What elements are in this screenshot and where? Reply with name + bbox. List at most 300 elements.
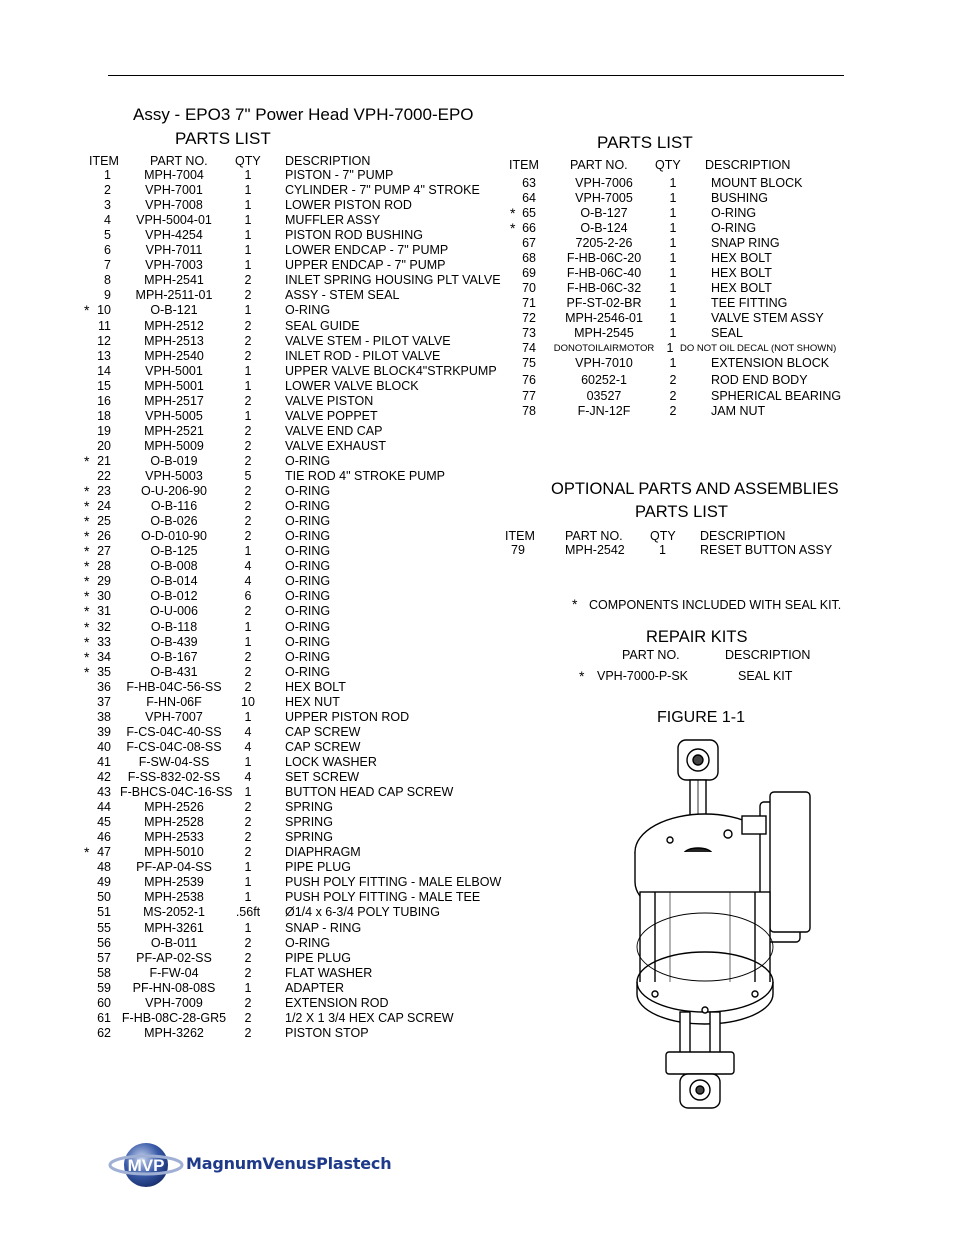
item-number: 48 — [97, 860, 111, 875]
part-number: MPH-2512 — [144, 318, 204, 333]
quantity: .56ft — [235, 905, 261, 920]
logo-wordmark: MagnumVenusPlastech — [186, 1154, 392, 1173]
item-number: 26 — [97, 529, 111, 544]
optional-row-desc: RESET BUTTON ASSY — [700, 543, 833, 557]
part-number: 03527 — [586, 389, 622, 403]
description: SPRING — [285, 830, 333, 845]
part-number: VPH-7008 — [145, 198, 203, 213]
quantity: 2 — [244, 950, 252, 965]
quantity: 2 — [244, 664, 252, 679]
description: BUSHING — [711, 191, 768, 205]
part-number: MPH-3262 — [144, 1025, 204, 1040]
description: PIPE PLUG — [285, 860, 351, 875]
repair-kit-star: * — [579, 668, 585, 684]
part-number: MPH-2538 — [144, 890, 204, 905]
description: SEAL — [711, 326, 743, 340]
item-number: 38 — [97, 709, 111, 724]
quantity: 2 — [244, 679, 252, 694]
description: PISTON ROD BUSHING — [285, 228, 423, 243]
power-head-drawing — [610, 732, 830, 1112]
part-number: O-D-010-90 — [141, 529, 207, 544]
quantity: 1 — [669, 296, 677, 310]
description: HEX BOLT — [711, 266, 772, 280]
item-number: 55 — [97, 920, 111, 935]
description: VALVE END CAP — [285, 423, 383, 438]
part-number: O-B-167 — [150, 649, 198, 664]
description: FLAT WASHER — [285, 965, 373, 980]
description: O-RING — [285, 303, 331, 318]
quantity: 2 — [669, 404, 677, 418]
description: HEX BOLT — [285, 679, 346, 694]
item-number: 66 — [522, 221, 536, 235]
part-number: PF-HN-08-08S — [132, 980, 216, 995]
item-number: 40 — [97, 739, 111, 754]
part-number: O-B-011 — [150, 935, 198, 950]
quantity: 2 — [244, 830, 252, 845]
repair-col-part-header: PART NO. — [622, 648, 680, 662]
item-number: 76 — [522, 373, 536, 387]
item-number: 45 — [97, 815, 111, 830]
left-parts-row — [0, 620, 500, 635]
description: O-RING — [285, 453, 331, 468]
part-number: MPH-2533 — [144, 830, 204, 845]
right-parts-row — [0, 221, 954, 236]
item-number: 43 — [97, 785, 111, 800]
left-parts-row — [0, 514, 500, 529]
quantity: 1 — [244, 875, 252, 890]
quantity: 2 — [244, 995, 252, 1010]
item-number: 5 — [104, 228, 111, 243]
part-number: VPH-7010 — [575, 356, 633, 370]
left-parts-row — [0, 785, 500, 800]
quantity: 2 — [244, 318, 252, 333]
left-parts-row — [0, 725, 500, 740]
part-number: VPH-7007 — [145, 709, 203, 724]
quantity: 1 — [244, 228, 252, 243]
description: CYLINDER - 7" PUMP 4" STROKE — [285, 183, 480, 198]
item-number: 24 — [97, 499, 111, 514]
left-parts-row — [0, 484, 500, 499]
item-number: 3 — [104, 198, 111, 213]
seal-kit-marker: * — [84, 618, 90, 635]
part-number: VPH-7001 — [145, 183, 203, 198]
left-col-desc-header: DESCRIPTION — [285, 154, 371, 168]
optional-row-part: MPH-2542 — [565, 543, 625, 557]
optional-col-item-header: ITEM — [505, 529, 535, 543]
left-parts-row — [0, 905, 500, 920]
part-number: F-BHCS-04C-16-SS — [120, 785, 233, 800]
quantity: 2 — [244, 288, 252, 303]
left-parts-row — [0, 890, 500, 905]
left-parts-row — [0, 650, 500, 665]
right-parts-row — [0, 389, 954, 404]
item-number: 57 — [97, 950, 111, 965]
item-number: 59 — [97, 980, 111, 995]
item-number: 39 — [97, 724, 111, 739]
part-number: DONOTOILAIRMOTOR — [553, 343, 655, 354]
item-number: 22 — [97, 469, 111, 483]
quantity: 2 — [244, 273, 252, 288]
seal-kit-star: * — [572, 596, 578, 612]
item-number: 67 — [522, 236, 536, 250]
left-parts-row — [0, 966, 500, 981]
description: INLET ROD - PILOT VALVE — [285, 348, 441, 363]
description: DIAPHRAGM — [285, 845, 361, 860]
part-number: PF-AP-04-SS — [136, 860, 212, 875]
description: UPPER PISTON ROD — [285, 709, 410, 724]
description: LOCK WASHER — [285, 754, 377, 769]
left-parts-row — [0, 574, 500, 589]
quantity: 1 — [244, 408, 252, 423]
left-parts-row — [0, 1026, 500, 1041]
item-number: 31 — [97, 604, 111, 619]
part-number: F-HB-06C-40 — [566, 266, 642, 280]
description: LOWER PISTON ROD — [285, 198, 412, 213]
seal-kit-marker: * — [84, 588, 90, 605]
part-number: F-CS-04C-40-SS — [126, 724, 222, 739]
quantity: 1 — [244, 378, 252, 393]
left-parts-row — [0, 559, 500, 574]
item-number: 71 — [522, 296, 536, 310]
quantity: 10 — [241, 694, 255, 709]
item-number: 74 — [522, 341, 536, 355]
right-parts-row — [0, 404, 954, 419]
right-parts-row — [0, 251, 954, 266]
quantity: 1 — [669, 206, 677, 220]
right-parts-row — [0, 281, 954, 296]
repair-kit-desc: SEAL KIT — [738, 669, 793, 683]
part-number: PF-AP-02-SS — [136, 950, 212, 965]
item-number: 16 — [97, 393, 111, 408]
quantity: 1 — [669, 311, 677, 325]
left-parts-row — [0, 424, 500, 439]
quantity: 2 — [244, 845, 252, 860]
description: PUSH POLY FITTING - MALE TEE — [285, 890, 481, 905]
description: LOWER VALVE BLOCK — [285, 378, 419, 393]
description: O-RING — [285, 574, 331, 589]
item-number: 68 — [522, 251, 536, 265]
item-number: 23 — [97, 484, 111, 499]
description: ADAPTER — [285, 980, 345, 995]
part-number: F-SS-832-02-SS — [127, 770, 221, 784]
description: MUFFLER ASSY — [285, 213, 381, 228]
item-number: 8 — [104, 273, 111, 288]
quantity: 1 — [244, 634, 252, 649]
part-number: F-FW-04 — [149, 965, 199, 980]
quantity: 2 — [669, 389, 677, 403]
document-title: Assy - EPO3 7" Power Head VPH-7000-EPO — [133, 105, 474, 124]
item-number: 27 — [97, 544, 111, 559]
quantity: 1 — [666, 341, 674, 355]
seal-kit-marker: * — [84, 483, 90, 500]
right-parts-row — [0, 341, 954, 356]
left-col-item-header: ITEM — [89, 154, 119, 168]
description: INLET SPRING HOUSING PLT VALVE — [285, 273, 501, 288]
seal-kit-marker: * — [84, 558, 90, 575]
right-parts-row — [0, 373, 954, 388]
part-number: MPH-2545 — [574, 326, 634, 340]
quantity: 1 — [244, 785, 252, 800]
description: HEX NUT — [285, 694, 340, 709]
description: SPRING — [285, 800, 333, 815]
part-number: O-B-026 — [150, 514, 198, 529]
quantity: 1 — [244, 544, 252, 559]
left-parts-row — [0, 921, 500, 936]
seal-kit-marker: * — [510, 220, 516, 236]
part-number: VPH-5005 — [145, 408, 203, 423]
quantity: 2 — [669, 373, 677, 387]
item-number: 21 — [97, 453, 111, 468]
description: PUSH POLY FITTING - MALE ELBOW — [285, 875, 502, 890]
repair-kit-part: VPH-7000-P-SK — [597, 669, 689, 683]
top-rule — [108, 75, 844, 76]
left-parts-row — [0, 454, 500, 469]
item-number: 33 — [97, 634, 111, 649]
part-number: F-CS-04C-08-SS — [126, 739, 222, 754]
description: VALVE PISTON — [285, 393, 374, 408]
company-logo — [108, 1140, 398, 1190]
seal-kit-marker: * — [84, 844, 90, 861]
quantity: 4 — [244, 574, 252, 589]
description: UPPER VALVE BLOCK4"STRKPUMP — [285, 363, 497, 378]
quantity: 1 — [669, 176, 677, 190]
left-parts-list-heading: PARTS LIST — [175, 129, 271, 148]
description: VALVE POPPET — [285, 408, 378, 423]
description: SNAP - RING — [285, 920, 362, 935]
seal-kit-marker: * — [84, 528, 90, 545]
description: O-RING — [285, 544, 331, 559]
quantity: 1 — [669, 281, 677, 295]
left-parts-row — [0, 529, 500, 544]
item-number: 29 — [97, 574, 111, 589]
quantity: 1 — [244, 754, 252, 769]
item-number: 18 — [97, 408, 111, 423]
optional-row — [0, 543, 954, 558]
optional-parts-list-heading: PARTS LIST — [635, 503, 728, 521]
right-parts-row — [0, 356, 954, 371]
quantity: 2 — [244, 604, 252, 619]
item-number: 61 — [97, 1010, 111, 1025]
optional-col-desc-header: DESCRIPTION — [700, 529, 786, 543]
item-number: 6 — [104, 243, 111, 258]
quantity: 1 — [244, 619, 252, 634]
part-number: VPH-7005 — [575, 191, 633, 205]
part-number: O-B-127 — [580, 206, 628, 220]
left-parts-row — [0, 951, 500, 966]
item-number: 2 — [104, 183, 111, 198]
part-number: O-B-121 — [150, 303, 198, 318]
left-parts-row — [0, 589, 500, 604]
item-number: 41 — [97, 754, 111, 769]
quantity: 1 — [244, 890, 252, 905]
description: SEAL GUIDE — [285, 318, 360, 333]
item-number: 1 — [104, 168, 111, 182]
left-col-qty-header: QTY — [235, 154, 261, 168]
seal-kit-marker: * — [84, 452, 90, 469]
quantity: 2 — [244, 800, 252, 815]
part-number: MPH-2526 — [144, 800, 204, 815]
seal-kit-marker: * — [84, 663, 90, 680]
description: ASSY - STEM SEAL — [285, 288, 400, 303]
item-number: 10 — [97, 303, 111, 318]
description: EXTENSION BLOCK — [711, 356, 830, 370]
description: O-RING — [711, 221, 757, 235]
description: BUTTON HEAD CAP SCREW — [285, 785, 454, 800]
quantity: 2 — [244, 514, 252, 529]
left-parts-row — [0, 1011, 500, 1026]
left-parts-row — [0, 875, 500, 890]
part-number: O-B-012 — [150, 589, 198, 604]
item-number: 30 — [97, 589, 111, 604]
quantity: 1 — [244, 860, 252, 875]
item-number: 15 — [97, 378, 111, 393]
quantity: 1 — [244, 303, 252, 318]
part-number: VPH-5003 — [145, 469, 203, 483]
part-number: O-B-431 — [150, 664, 198, 679]
left-parts-row — [0, 845, 500, 860]
seal-kit-marker: * — [84, 648, 90, 665]
left-parts-row — [0, 815, 500, 830]
part-number: VPH-7011 — [145, 243, 203, 258]
left-parts-row — [0, 830, 500, 845]
description: LOWER ENDCAP - 7" PUMP — [285, 243, 449, 258]
item-number: 51 — [97, 905, 111, 920]
description: TEE FITTING — [711, 296, 788, 310]
description: O-RING — [285, 619, 331, 634]
item-number: 75 — [522, 356, 536, 370]
description: O-RING — [711, 206, 757, 220]
item-number: 19 — [97, 423, 111, 438]
right-col-part-header: PART NO. — [570, 158, 628, 172]
description: ROD END BODY — [711, 373, 808, 387]
description: PISTON STOP — [285, 1025, 369, 1040]
part-number: MPH-2517 — [144, 393, 204, 408]
description: O-RING — [285, 484, 331, 499]
part-number: F-HB-08C-28-GR5 — [121, 1010, 227, 1025]
part-number: MPH-2546-01 — [565, 311, 643, 325]
seal-kit-marker: * — [510, 205, 516, 221]
seal-kit-marker: * — [84, 498, 90, 515]
item-number: 36 — [97, 679, 111, 694]
quantity: 2 — [244, 453, 252, 468]
seal-kit-marker: * — [84, 633, 90, 650]
description: SPRING — [285, 815, 333, 830]
part-number: MPH-2511-01 — [135, 288, 213, 303]
seal-kit-marker: * — [84, 603, 90, 620]
right-col-desc-header: DESCRIPTION — [705, 158, 791, 172]
left-parts-row — [0, 936, 500, 951]
quantity: 1 — [244, 709, 252, 724]
description: VALVE EXHAUST — [285, 438, 386, 453]
quantity: 1 — [669, 236, 677, 250]
optional-row-qty: 1 — [659, 543, 666, 557]
quantity: 1 — [669, 326, 677, 340]
item-number: 11 — [98, 318, 111, 333]
description: CAP SCREW — [285, 739, 361, 754]
repair-kit-row — [0, 669, 954, 684]
description: PISTON - 7" PUMP — [285, 168, 394, 182]
quantity: 2 — [244, 965, 252, 980]
quantity: 2 — [244, 815, 252, 830]
seal-kit-marker: * — [84, 573, 90, 590]
part-number: MPH-2541 — [144, 273, 204, 288]
description: DO NOT OIL DECAL (NOT SHOWN) — [680, 343, 837, 354]
item-number: 9 — [104, 288, 111, 303]
item-number: 58 — [97, 965, 111, 980]
right-parts-row — [0, 296, 954, 311]
quantity: 4 — [244, 770, 252, 784]
item-number: 37 — [97, 694, 111, 709]
quantity: 2 — [244, 438, 252, 453]
right-parts-row — [0, 206, 954, 221]
optional-col-part-header: PART NO. — [565, 529, 623, 543]
quantity: 1 — [669, 356, 677, 370]
part-number: F-HB-06C-20 — [566, 251, 642, 265]
left-parts-row — [0, 770, 500, 785]
part-number: O-U-006 — [150, 604, 198, 619]
item-number: 62 — [97, 1025, 111, 1040]
quantity: 1 — [244, 258, 252, 273]
quantity: 1 — [244, 980, 252, 995]
seal-kit-note-text: COMPONENTS INCLUDED WITH SEAL KIT. — [588, 598, 842, 612]
left-parts-row — [0, 860, 500, 875]
optional-row-item: 79 — [511, 543, 525, 557]
left-parts-row — [0, 499, 500, 514]
right-parts-row — [0, 311, 954, 326]
figure-caption: FIGURE 1-1 — [657, 709, 746, 726]
left-parts-row — [0, 635, 500, 650]
description: SNAP RING — [711, 236, 780, 250]
item-number: 64 — [522, 191, 536, 205]
quantity: 1 — [244, 183, 252, 198]
part-number: O-B-014 — [150, 574, 198, 589]
quantity: 2 — [244, 529, 252, 544]
part-number: MPH-2539 — [144, 875, 204, 890]
quantity: 1 — [244, 243, 252, 258]
description: O-RING — [285, 604, 331, 619]
right-parts-list-heading: PARTS LIST — [597, 133, 693, 152]
description: HEX BOLT — [711, 251, 772, 265]
left-parts-row — [0, 469, 500, 484]
part-number: O-B-116 — [150, 499, 198, 514]
description: HEX BOLT — [711, 281, 772, 295]
description: VALVE STEM - PILOT VALVE — [285, 333, 451, 348]
left-parts-row — [0, 755, 500, 770]
quantity: 2 — [244, 423, 252, 438]
quantity: 1 — [669, 221, 677, 235]
part-number: MPH-5010 — [144, 845, 204, 860]
part-number: MS-2052-1 — [143, 905, 205, 920]
item-number: 49 — [97, 875, 111, 890]
left-parts-row — [0, 800, 500, 815]
part-number: MPH-2540 — [144, 348, 204, 363]
item-number: 50 — [97, 890, 111, 905]
quantity: 6 — [244, 589, 252, 604]
right-parts-row — [0, 236, 954, 251]
part-number: PF-ST-02-BR — [566, 296, 642, 310]
quantity: 2 — [244, 484, 252, 499]
item-number: 7 — [104, 258, 111, 273]
description: TIE ROD 4" STROKE PUMP — [285, 469, 446, 483]
description: SPHERICAL BEARING — [711, 389, 842, 403]
part-number: MPH-2521 — [144, 423, 204, 438]
quantity: 4 — [244, 724, 252, 739]
right-parts-row — [0, 191, 954, 206]
description: MOUNT BLOCK — [711, 176, 803, 190]
quantity: 2 — [244, 393, 252, 408]
description: O-RING — [285, 529, 331, 544]
description: O-RING — [285, 559, 331, 574]
